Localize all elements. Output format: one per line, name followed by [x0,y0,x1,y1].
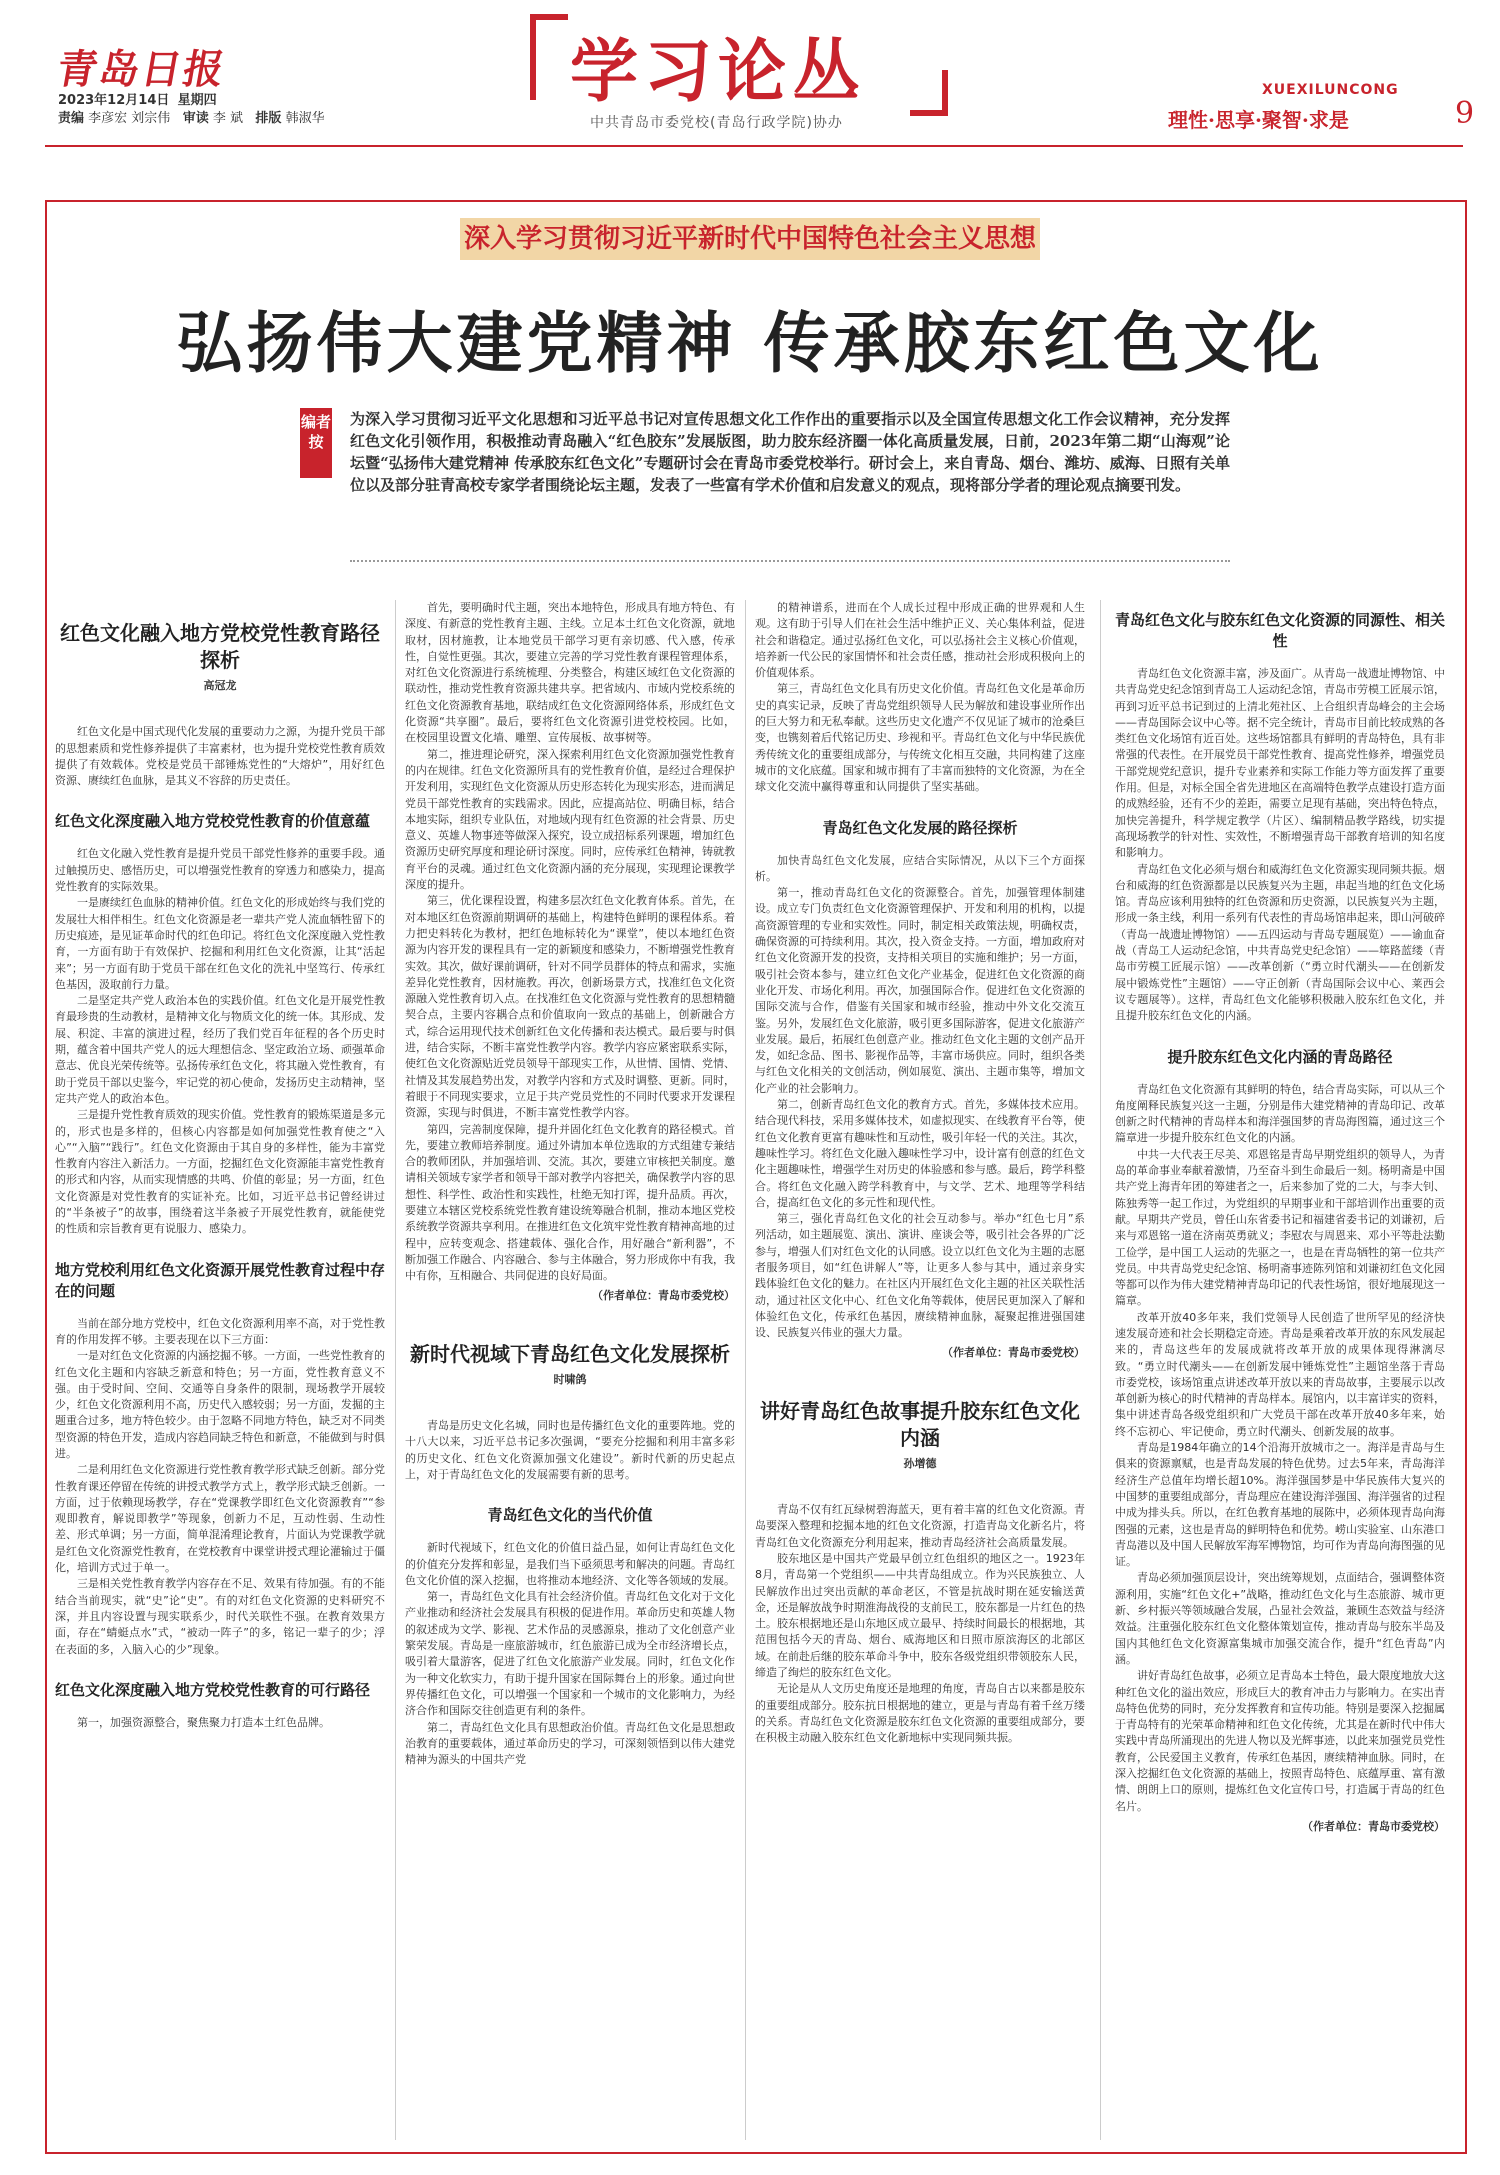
subheading: 青岛红色文化与胶东红色文化资源的同源性、相关性 [1115,611,1446,650]
column-divider [1100,600,1101,2140]
paragraph: 三是提升党性教育质效的现实价值。党性教育的锻炼渠道是多元的，形式也是多样的，但核心内容都是如何加强党性教育使之“入心”“入脑”“践行”。红色文化资源由于其自身的多样性，能为丰富党性教育内容注入新活力。一方面，挖掘红色文化资源能丰富党性教育的形式和内容，从而实现情感的共鸣、价值的彰显；另一方面，红色文化资源是对党性教育的实证补充。比如，习近平总书记曾经讲过的“半条被子”的故事，围绕着这半条被子开展党性教育，就能使党的性质和宗旨教育更有说服力、感染力。 [55,1108,385,1236]
paragraph: 青岛红色文化资源丰富，涉及面广。从青岛一战遗址博物馆、中共青岛党史纪念馆到青岛工人运动纪念馆，青岛市劳模工匠展示馆，再到习近平总书记到过的上清北苑社区、上合组织青岛峰会的主会场——青岛国际会议中心等。据不完全统计，青岛市目前比较成熟的各类红色文化场馆有近百处。这些场馆都具有鲜明的青岛特色，具有非常强的代表性。在开展党员干部党性教育、提高党性修养，增强党员干部党规党纪意识，提升专业素养和实际工作能力等方面发挥了重要作用。但是，对标全国全省先进地区在高端特色教学点建设打造方面的成熟经验，还有不少的差距，需要立足现有基础，突出特色特点，加快完善提升，科学规定教学（片区）、编制精品教学路线，切实提高现场教学的针对性、实效性，不断增强青岛干部教育培训的知名度和影响力。 [1115,667,1445,860]
reviewer: 李 斌 [212,111,243,126]
issue-weekday: 星期四 [177,93,217,108]
article-2-author: 时啸鸽 [553,1372,587,1386]
reviewer-label: 审读 [182,111,209,126]
paragraph: 的精神谱系，进而在个人成长过程中形成正确的世界观和人生观。这有助于引导人们在社会生活中维护正义、关心集体利益，促进社会和谐稳定。通过弘扬红色文化，可以弘扬社会主义核心价值观，培养新一代公民的家国情怀和社会责任感，推动社会形成积极向上的价值观体系。 [755,601,1085,680]
paragraph: 第三，优化课程设置，构建多层次红色文化教育体系。首先，在对本地区红色资源前期调研的基础上，构建特色鲜明的课程体系。着力把史料转化为教材，把红色地标转化为“课堂”，使以本地红色资源为内容开发的课程具有一定的新颖度和感染力，不断增强党性教育实效。其次，做好课前调研，针对不同学员群体的特点和需求，实施差异化党性教育，因材施教。再次，创新场景方式，找准红色文化资源融入党性教育切入点。在找准红色文化资源与党性教育的思想精髓契合点，主要内容耦合点和价值取向一致点的基础上，创新融合方式，综合运用现代技术创新红色文化传播和表达模式。最后要与时俱进，结合实际，不断丰富党性教学内容。教学内容应紧密联系实际，使红色文化资源贴近党员领导干部现实工作，从世情、国情、党情、社情及其发展趋势出发，对教学内容和方式及时调整、更新。同时，着眼于不同现实要求，立足于共产党员党性的不同时代要求开发课程资源，实现与时俱进，不断丰富党性教学内容。 [405,894,735,1120]
section-motto: 理性·思享·聚智·求是 [1168,108,1349,132]
title-bracket-right [910,70,948,116]
paragraph: 第一，推动青岛红色文化的资源整合。首先，加强管理体制建设。成立专门负责红色文化资源管理保护、开发和利用的机构，以提高资源管理的专业和实效性。同时，制定相关政策法规，明确权责，确保资源的可持续利用。其次，投入资金支持。一方面，增加政府对红色文化资源开发的投资，支持相关项目的实施和维护；另一方面，吸引社会资本参与，建立红色文化产业基金，促进红色文化资源的商业化开发、市场化利用。再次，加强国际合作。促进红色文化资源的国际交流与合作，借鉴有关国家和城市经验，推动中外文化交流互鉴。另外，发展红色文化旅游，吸引更多国际游客，促进文化旅游产业发展。最后，拓展红色创意产业。推动红色文化主题的文创产品开发，如纪念品、图书、影视作品等，丰富市场供应。同时，组织各类与红色文化相关的文创活动，例如展览、演出、主题市集等，增加文化产业的社会影响力。 [755,886,1085,1095]
main-headline: 弘扬伟大建党精神 传承胶东红色文化 [176,304,1324,382]
article-1-column [55,610,385,1731]
masthead-meta [58,92,325,128]
subheading: 青岛红色文化发展的路径探析 [822,818,1018,837]
article-3-continued-column [1115,610,1445,1835]
article-2-column [405,600,735,1768]
column-divider [745,600,746,2140]
editor-label: 责编 [58,111,85,126]
author-unit: （作者单位：青岛市委党校） [942,1346,1085,1360]
theme-banner: 深入学习贯彻习近平新时代中国特色社会主义思想 [460,218,1040,260]
masthead-rule [45,145,1463,147]
newspaper-logo: 青岛日报 [53,46,230,93]
paragraph: 青岛必须加强顶层设计，突出统筹规划，点面结合，强调整体资源利用，实施“红色文化+”战略，推动红色文化与生态旅游、城市更新、乡村振兴等领域融合发展，凸显社会效益，兼顾生态效益与经济效益。注重强化胶东红色文化整体策划宣传，推动青岛与胶东半岛及国内其他红色文化资源富集城市加强交流合作，提升“红色青岛”内涵。 [1115,1571,1445,1666]
paragraph: 讲好青岛红色故事，必须立足青岛本土特色，最大限度地放大这种红色文化的溢出效应，形成巨大的教育冲击力与影响力。在实出青岛特色优势的同时，充分发挥教育和宣传功能。特别是要深入挖掘属于青岛特有的光荣革命精神和红色文化传统，尤其是在新时代中伟大实践中青岛所涌现出的先进人物以及光辉事迹，以此来加强党员党性教育，公民爱国主义教育，传承红色基因，赓续精神血脉。同时，在深入挖掘红色文化资源的基础上，按照青岛特色、底蕴厚重、富有激情、朗朗上口的原则，提炼红色文化宣传口号，打造属于青岛的红色名片。 [1115,1669,1445,1813]
paragraph: 第二，青岛红色文化具有思想政治价值。青岛红色文化是思想政治教育的重要载体，通过革命历史的学习，可深刻领悟到以伟大建党精神为源头的中国共产党 [405,1720,735,1767]
paragraph: 加快青岛红色文化发展，应结合实际情况，从以下三个方面探析。 [755,853,1085,883]
paragraph: 二是坚定共产党人政治本色的实践价值。红色文化是开展党性教育最珍贵的生动教材，是精神文化与物质文化的统一体。其形成、发展、积淀、丰富的演进过程，经历了我们党百年征程的各个历史时期，蕴含着中国共产党人的远大理想信念、坚定政治立场、顽强革命意志、优良光荣传统等。弘扬传承红色文化，将其融入党性教育，有助于党员干部以史鉴今，牢记党的初心使命，发扬历史主动精神，坚定共产党人的政治本色。 [55,994,385,1105]
layout-editor: 韩淑华 [285,111,325,126]
author-unit: （作者单位：青岛市委党校） [1302,1819,1445,1833]
article-3-column [755,600,1085,1747]
article-2-title: 新时代视域下青岛红色文化发展探析 [410,1341,730,1366]
paragraph: 青岛是历史文化名城，同时也是传播红色文化的重要阵地。党的十八大以来，习近平总书记多次强调，“要充分挖掘和利用丰富多彩的历史文化、红色文化资源加强文化建设”。新时代新的历史起点上，对于青岛红色文化的发展需要有新的思考。 [405,1419,735,1481]
paragraph: 新时代视域下，红色文化的价值日益凸显，如何让青岛红色文化的价值充分发挥和彰显，是我们当下亟须思考和解决的问题。青岛红色文化价值的深入挖掘，也将推动本地经济、文化等各领域的发展。 [405,1541,735,1587]
paragraph: 改革开放40多年来，我们党领导人民创造了世所罕见的经济快速发展奇迹和社会长期稳定奇迹。青岛是乘着改革开放的东风发展起来的，青岛这些年的发展成就将改革开放的成果体现得淋漓尽致。“勇立时代潮头——在创新发展中锤炼党性”主题馆坐落于青岛市委党校，该场馆重点讲述改革开放以来的青岛故事，主要展示以改革创新为核心的时代精神的青岛样本。展馆内，以丰富详实的资料，集中讲述青岛各级党组织和广大党员干部在改革开放40多年来，始终不忘初心、牢记使命，勇立时代潮头、创新发展的故事。 [1115,1310,1445,1438]
editors: 李彦宏 刘宗伟 [88,111,171,126]
subheading: 红色文化深度融入地方党校党性教育的可行路径 [55,1680,371,1699]
subheading: 青岛红色文化的当代价值 [487,1506,653,1525]
paragraph: 第一，加强资源整合，聚焦聚力打造本土红色品牌。 [77,1715,330,1729]
paragraph: 第四，完善制度保障，提升并固化红色文化教育的路径模式。首先，要建立教师培养制度。通过外请加本单位选取的方式组建专兼结合的教师团队，并加强培训、交流。其次，要建立审核把关制度。邀请相关领域专家学者和领导干部对教学内容把关，确保教学内容的思想性、科学性、政治性和实践性，杜绝无知打诨，提升品质。再次，要建立本辖区党校系统党性教育建设统筹融合机制，推动本地区党校系统教学资源共享利用。在推进红色文化筑牢党性教育精神高地的过程中，应转变观念、搭建载体、强化合作，用好融合“新利器”，不断加强工作融合、内容融合、参与主体融合，努力形成你中有我，我中有你，互相融合、共同促进的良好局面。 [405,1122,735,1283]
section-subtitle: 中共青岛市委党校(青岛行政学院)协办 [590,115,843,131]
column-divider [395,600,396,2140]
paragraph: 红色文化是中国式现代化发展的重要动力之源，为提升党员干部的思想素质和党性修养提供了丰富素材，也为提升党校党性教育质效提供了有效载体。党校是党员干部锤炼党性的“大熔炉”，用好红色资源、赓续红色血脉，是其义不容辞的历史责任。 [55,725,385,788]
paragraph: 第二，推进理论研究，深入探索利用红色文化资源加强党性教育的内在规律。红色文化资源所具有的党性教育价值，是经过合理保护开发利用，实现红色文化资源从历史形态转化为现实形态，进而满足党员干部党性教育的实践需求。因此，应提高站位、明确目标，结合本地实际，组织专业队伍，对地域内现有红色资源的社会背景、历史意义、英雄人物事迹等做深入探究，设立成招标系列课题，增加红色资源历史研究厚度和理论研讨深度。同时，应传承红色精神，铸就教育平台的灵魂。通过红色文化资源内涵的充分展现，实现理论课教学深度的提升。 [405,747,735,892]
paragraph: 胶东地区是中国共产党最早创立红色组织的地区之一。1923年8月，青岛第一个党组织——中共青岛组成立。作为兴民族独立、人民解放作出过突出贡献的革命老区，不管是抗战时期在延安输送黄金，还是解放战争时期淮海战役的支前民工，胶东都是一片红色的热土。胶东根据地还是山东地区成立最早、持续时间最长的根据地，其范围包括今天的青岛、烟台、威海地区和日照市原滨海区的北部区域。在前赴后继的胶东革命斗争中，胶东各级党组织带领胶东人民，缔造了绚烂的胶东红色文化。 [755,1551,1085,1680]
paragraph: 二是利用红色文化资源进行党性教育教学形式缺乏创新。部分党性教育课还停留在传统的讲授式教学方式上，教学形式缺乏创新。一方面，过于依赖现场教学，存在“党课教学即红色文化资源教育”“参观即教育，解说即教学”等现象，创新力不足，互动性弱、生动性差、形式单调；另一方面，简单混淆理论教育，片面认为党课教学就是红色文化资源党性教育，在党校教育中课堂讲授式理论灌输过于僵化，培训方式过于单一。 [55,1463,385,1575]
paragraph: 青岛是1984年确立的14个沿海开放城市之一。海洋是青岛与生俱来的资源禀赋，也是青岛发展的特色优势。过去5年来，青岛海洋经济生产总值年均增长超10%。海洋强国梦是中华民族伟大复兴的中国梦的重要组成部分，青岛理应在建设海洋强国、海洋强省的过程中成为排头兵。所以，在红色教育基地的展陈中，必须体现青岛向海图强的元素，这也是青岛的鲜明特色和优势。崂山实验室、山东港口青岛港以及中国人民解放军海军博物馆，均可作为青岛向海图强的见证。 [1115,1441,1445,1569]
section-pinyin: XUEXILUNCONG [1262,82,1399,98]
page-number: 9 [1455,96,1475,131]
paragraph: 第一，青岛红色文化具有社会经济价值。青岛红色文化对于文化产业推动和经济社会发展具有积极的促进作用。革命历史和英雄人物的叙述成为文学、影视、艺术作品的灵感源泉，推动了文化创意产业繁荣发展。青岛是一座旅游城市，红色旅游已成为全市经济增长点，吸引着大量游客，促进了红色文化旅游产业发展。同时，红色文化作为一种文化软实力，有助于提升国家在国际舞台上的形象。通过向世界传播红色文化，可以增强一个国家和一个城市的文化影响力，为经济合作和国际交往创造更有利的条件。 [405,1590,735,1718]
article-1-author: 高冠龙 [203,679,237,692]
paragraph: 当前在部分地方党校中，红色文化资源利用率不高，对于党性教育的作用发挥不够。主要表现在以下三方面： [55,1316,385,1346]
author-unit: （作者单位：青岛市委党校） [592,1289,735,1303]
paragraph: 中共一大代表王尽美、邓恩铭是青岛早期党组织的领导人，为青岛的革命事业奉献着激情，乃至奋斗到生命最后一刻。杨明斋是中国共产党上海青年团的筹建者之一，后来参加了党的二大，与李大钊、陈独秀等一起工作过，为党组织的早期事业和干部培训作出重要的贡献。早期共产党员，曾任山东省委书记和福建省委书记的刘谦初，后来与邓恩铭一道在济南英勇就义；李慰农与周恩来、邓小平等赴法勤工俭学，是中国工人运动的先驱之一，也是在青岛牺牲的第一位共产党员。中共青岛党史纪念馆、杨明斋事迹陈列馆和刘谦初红色文化园等都可以作为伟大建党精神青岛印记的代表性场馆，很好地展现这一篇章。 [1115,1147,1445,1308]
paragraph: 第三，强化青岛红色文化的社会互动参与。举办“红色七月”系列活动，如主题展览、演出、演讲、座谈会等，吸引社会各界的广泛参与，增强人们对红色文化的认同感。设立以红色文化为主题的志愿者服务项目，如“红色讲解人”等，让更多人参与其中，通过亲身实践体验红色文化的魅力。在社区内开展红色文化主题的社区关联性活动，通过社区文化中心、红色文化角等载体，使居民更加深入了解和体验红色文化，传承红色基因，赓续精神血脉，凝聚起推进强国建设、民族复兴伟业的强大力量。 [755,1212,1085,1340]
subheading: 地方党校利用红色文化资源开展党性教育过程中存在的问题 [55,1260,386,1300]
layout-label: 排版 [255,111,282,126]
paragraph: 青岛不仅有红瓦绿树碧海蓝天，更有着丰富的红色文化资源。青岛要深入整理和挖掘本地的红色文化资源，打造青岛文化新名片，将青岛红色文化资源充分利用起来，推动青岛经济社会高质量发展。 [755,1503,1085,1549]
editor-note-text: 为深入学习贯彻习近平文化思想和习近平总书记对宣传思想文化工作作出的重要指示以及全国宣传思想文化工作会议精神，充分发挥红色文化引领作用，积极推动青岛融入“红色胶东”发展版图，助力胶东经济圈一体化高质量发展，日前，2023年第二期“山海观”论坛暨“弘扬伟大建党精神 传承胶东红色文化”专题研讨会在青岛市委党校举行。研讨会上，来自青岛、烟台、潍坊、威海、日照有关单位以及部分驻青高校专家学者围绕论坛主题，发表了一些富有学术价值和启发意义的观点，现将部分学者的理论观点摘要刊发。 [350,410,1230,494]
article-1-title: 红色文化融入地方党校党性教育路径探析 [60,621,380,672]
subheading: 提升胶东红色文化内涵的青岛路径 [1167,1047,1393,1066]
paragraph: 青岛红色文化资源有其鲜明的特色，结合青岛实际，可以从三个角度阐释民族复兴这一主题，分别是伟大建党精神的青岛印记、改革创新之时代精神的青岛样本和海洋强国梦的青岛海图篇，通过这三个篇章进一步提升胶东红色文化的内涵。 [1115,1082,1445,1145]
article-3-author: 孙增德 [903,1456,937,1470]
subheading: 红色文化深度融入地方党校党性教育的价值意蕴 [55,812,371,831]
paragraph: 无论是从人文历史角度还是地理的角度，青岛自古以来都是胶东的重要组成部分。胶东抗日根据地的建立，更是与青岛有着千丝万缕的关系。青岛红色文化资源是胶东红色文化资源的重要组成部分，要在积极主动融入胶东红色文化新地标中实现同频共振。 [755,1682,1085,1745]
dotted-separator [350,560,1230,562]
paragraph: 三是相关党性教育教学内容存在不足、效果有待加强。有的不能结合当前现实，就“史”论“史”。有的对红色文化资源的史料研究不深，并且内容设置与现实联系少，时代关联性不强。在教育效果方面，存在“蜻蜓点水”式，“被动一阵子”的多，铭记一辈子的少；浮在表面的多，入脑入心的少”现象。 [55,1577,385,1656]
article-3-title: 讲好青岛红色故事提升胶东红色文化内涵 [760,1398,1080,1450]
paragraph: 第三，青岛红色文化具有历史文化价值。青岛红色文化是革命历史的真实记录，反映了青岛党组织领导人民为解放和建设事业所作出的巨大努力和无私奉献。这些历史文化遗产不仅见证了城市的沧桑巨变，也镌刻着后代铭记历史、珍视和平。青岛红色文化与中华民族优秀传统文化的重要组成部分，与传统文化相互交融，共同构建了这座城市的文化底蕴。国家和城市拥有了丰富而独特的文化资源，为在全球文化交流中赢得尊重和认同提供了坚实基础。 [755,682,1085,794]
paragraph: 青岛红色文化必须与烟台和威海红色文化资源实现同频共振。烟台和威海的红色资源都是以民族复兴为主题，串起当地的红色文化场馆。青岛应该利用独特的红色资源和历史资源，以民族复兴为主题，形成一条主线，利用一系列有代表性的青岛场馆串起来，即山河破碎（青岛一战遗址博物馆）——五四运动与青岛专题展览）——谕血奋战（青岛工人运动纪念馆，中共青岛党史纪念馆）——筚路蓝缕（青岛市劳模工匠展示馆）——改革创新（“勇立时代潮头——在创新发展中锻炼党性”主题馆）——守正创新（青岛国际会议中心、莱西会议专题展等）。这样，青岛红色文化能够积极融入胶东红色文化，并且提升胶东红色文化的内涵。 [1115,862,1445,1023]
editor-note-tag: 编者按 [300,408,332,478]
paragraph: 一是赓续红色血脉的精神价值。红色文化的形成始终与我们党的发展壮大相伴相生。红色文化资源是老一辈共产党人流血牺牲留下的历史痕迹，是见证革命时代的红色印记。将红色文化深度融入党性教育，一方面有助于有效保护、挖掘和利用红色文化资源，让其“活起来”；另一方面有助于党员干部在红色文化的洗礼中坚笃行、传承红色基因，汲取前行力量。 [55,896,385,991]
paragraph: 红色文化融入党性教育是提升党员干部党性修养的重要手段。通过触摸历史、感悟历史，可以增强党性教育的穿透力和感染力，提高党性教育的实际效果。 [55,847,385,894]
issue-date: 2023年12月14日 [58,93,170,108]
paragraph: 一是对红色文化资源的内涵挖掘不够。一方面，一些党性教育的红色文化主题和内容缺乏新意和特色；另一方面，党性教育意义不强。由于受时间、空间、交通等自身条件的限制，现场教学开展较少，红色文化资源利用不高，历史代入感较弱；另一方面，发掘的主题重合过多，地方特色较少。由于忽略不同地方特色，缺乏对不同类型资源的特色开发，造成内容趋同缺乏特色和新意，不能做到与时俱进。 [55,1349,385,1460]
paragraph: 首先，要明确时代主题，突出本地特色，形成具有地方特色、有深度、有新意的党性教育主题、主线。立足本土红色文化资源，就地取材，因材施教，让本地党员干部学习更有亲切感、代入感，传承性，自觉性更强。其次，要建立完善的学习党性教育课程管理体系，对红色文化资源进行系统梳理、分类整合，构建区域红色文化资源的联动性，推动党性教育资源共建共享。把省域内、市域内党校系统的红色文化资源教育基地，联结成红色文化资源网络体系，形成红色文化资源“共享圈”。最后，要将红色文化资源引进党校校园。比如，在校园里设置文化墙、雕塑、宣传展板、故事树等。 [405,601,735,745]
title-bracket-left [530,14,568,100]
section-title: 学习论丛 [570,32,867,112]
paragraph: 第二，创新青岛红色文化的教育方式。首先，多媒体技术应用。结合现代科技，采用多媒体技术，如虚拟现实、在线教育平台等，使红色文化教育更富有趣味性和互动性，吸引年轻一代的关注。其次，趣味性学习。将红色文化融入趣味性学习中，设计富有创意的红色文化主题趣味性，增强学生对历史的体验感和参与感。最后，跨学科整合。将红色文化融入跨学科教育中，与文学、艺术、地理等学科结合，提高红色文化的多元性和现代性。 [755,1098,1085,1209]
